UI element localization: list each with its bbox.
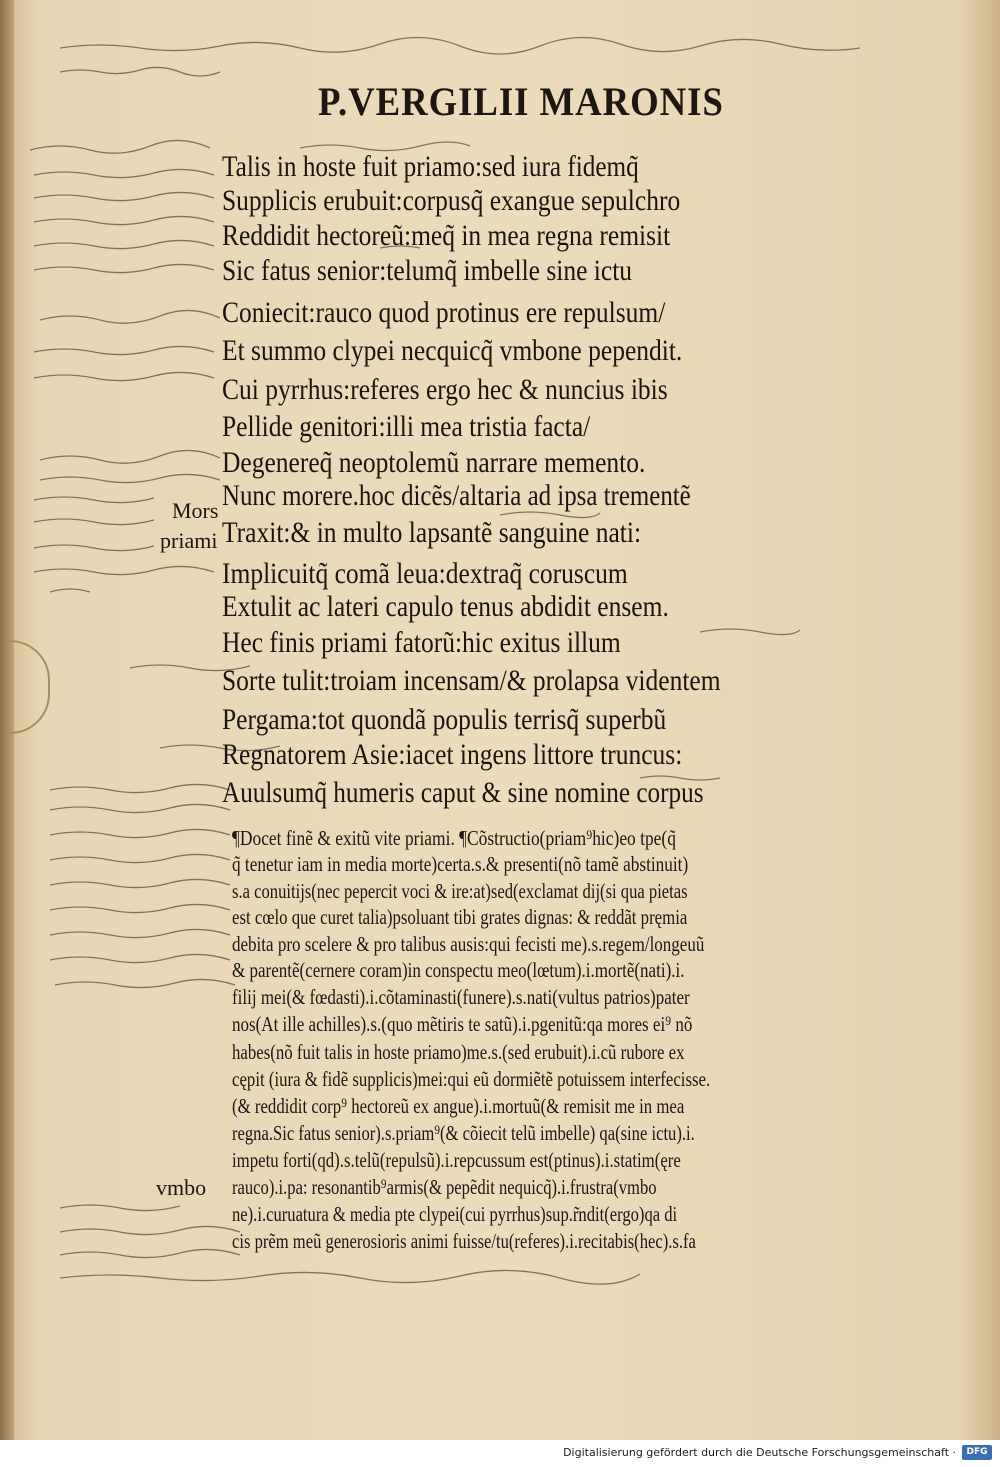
verse-line: Et summo clypei necquicq̃ vmbone pependit.	[222, 334, 683, 367]
verse-line: Pellide genitori:illi mea tristia facta/	[222, 410, 591, 443]
commentary-line: habes(nõ fuit talis in hoste priamo)me.s.(sed erubuit).i.cũ rubore ex	[232, 1040, 685, 1064]
verse-line: Cui pyrrhus:referes ergo hec & nuncius ibis	[222, 373, 668, 406]
commentary-line: rauco).i.pa: resonantib⁹armis(& pepẽdit nequicq̃).i.frustra(vmbo	[232, 1175, 657, 1199]
commentary-line: ¶Docet finẽ & exitũ vite priami. ¶Cõstructio(priam⁹hic)eo tpe(q̃	[232, 826, 676, 850]
commentary-line: cępit (iura & fidẽ supplicis)mei:qui eũ dormiẽtẽ potuissem interfecisse.	[232, 1067, 711, 1091]
verse-line: Traxit:& in multo lapsantẽ sanguine nati:	[222, 516, 642, 549]
verse-line: Pergama:tot quondã populis terrisq̃ superbũ	[222, 703, 667, 736]
margin-note-vmbo: vmbo	[156, 1175, 207, 1200]
commentary-line: & parentẽ(cernere coram)in conspectu meo(lœtum).i.mortẽ(nati).i.	[232, 958, 685, 982]
verse-line: Talis in hoste fuit priamo:sed iura fidemq̃	[222, 150, 639, 183]
commentary-line: filij mei(& fœdasti).i.cõtaminasti(funere).s.nati(vultus patrios)pater	[232, 985, 690, 1009]
verse-line: Coniecit:rauco quod protinus ere repulsum/	[222, 296, 666, 329]
verse-line: Regnatorem Asie:iacet ingens littore truncus:	[222, 738, 683, 771]
margin-note-priami: priami	[160, 528, 218, 553]
verse-line: Reddidit hectoreũ:meq̃ in mea regna remisit	[222, 219, 671, 252]
commentary-line: impetu forti(qd).s.telũ(repulsũ).i.repcussum est(ptinus).i.statim(ęre	[232, 1148, 681, 1172]
commentary-line: q̃ tenetur iam in media morte)certa.s.& presenti(nõ tamẽ abstinuit)	[232, 852, 689, 876]
commentary-line: debita pro scelere & pro talibus ausis:qui fecisti me).s.regem/longeuũ	[232, 932, 705, 956]
verse-line: Sic fatus senior:telumq̃ imbelle sine ictu	[222, 254, 633, 287]
dfg-logo-icon: DFG	[962, 1445, 992, 1460]
margin-note-mors: Mors	[172, 498, 219, 523]
verse-line: Hec finis priami fatorũ:hic exitus illum	[222, 626, 621, 659]
commentary-line: regna.Sic fatus senior).s.priam⁹(& cõiecit telũ imbelle) qa(sine ictu).i.	[232, 1121, 695, 1145]
commentary-line: nos(At ille achilles).s.(quo mẽtiris te satũ).i.pgenitũ:qa mores ei⁹ nõ	[232, 1012, 693, 1036]
commentary-line: (& reddidit corp⁹ hectoreũ ex angue).i.mortuũ(& remisit me in mea	[232, 1094, 685, 1118]
verse-line: Nunc morere.hoc dicẽs/altaria ad ipsa trementẽ	[222, 479, 691, 512]
verse-line: Degenereq̃ neoptolemũ narrare memento.	[222, 446, 646, 479]
verse-line: Sorte tulit:troiam incensam/& prolapsa videntem	[222, 664, 721, 697]
verse-line: Extulit ac lateri capulo tenus abdidit ensem.	[222, 590, 669, 623]
verse-line: Implicuitq̃ comã leua:dextraq̃ coruscum	[222, 557, 628, 590]
commentary-line: s.a conuitijs(nec pepercit voci & ire:at)sed(exclamat dij(si qua pietas	[232, 879, 688, 903]
footer-credit: Digitalisierung gefördert durch die Deutsche Forschungsgemeinschaft ·	[563, 1446, 956, 1459]
footer-bar	[0, 1440, 1000, 1467]
verse-line: Supplicis erubuit:corpusq̃ exangue sepulchro	[222, 184, 681, 217]
commentary-line: ne).i.curuatura & media pte clypei(cui pyrrhus)sup.r̃ndit(ergo)qa di	[232, 1202, 678, 1226]
verse-line: Auulsumq̃ humeris caput & sine nomine corpus	[222, 776, 704, 809]
commentary-line: cis prẽm meũ generosioris animi fuisse/tu(referes).i.recitabis(hec).s.fa	[232, 1229, 696, 1253]
commentary-line: est cœlo que curet talia)psoluant tibi grates dignas: & reddãt pręmia	[232, 905, 688, 929]
page-title: P.VERGILII MARONIS	[318, 79, 724, 124]
